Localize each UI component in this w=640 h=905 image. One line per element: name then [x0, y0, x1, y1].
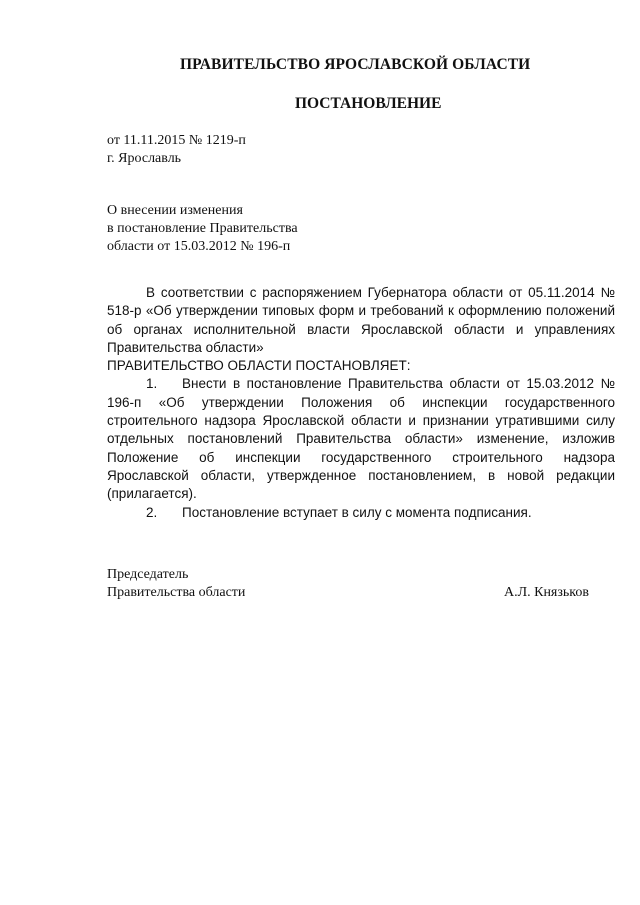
resolution-heading: ПРАВИТЕЛЬСТВО ОБЛАСТИ ПОСТАНОВЛЯЕТ: — [107, 358, 411, 374]
signatory-position: Правительства области — [107, 585, 246, 600]
resolution-item — [107, 504, 615, 522]
signature-block — [107, 566, 589, 602]
subject-line: в постановление Правительства — [107, 221, 298, 236]
item-text: Постановление вступает в силу с момента подписания. — [182, 504, 532, 520]
signatory-name: А.Л. Князьков — [504, 585, 589, 600]
item-number: 2. — [146, 504, 158, 520]
subject-line: О внесении изменения — [107, 203, 243, 218]
document-meta — [107, 132, 246, 168]
document-subject — [107, 202, 298, 256]
resolution-item — [107, 375, 615, 503]
date-number: от 11.11.2015 № 1219-п — [107, 133, 246, 148]
item-number: 1. — [146, 376, 158, 392]
document-type: ПОСТАНОВЛЕНИЕ — [295, 95, 442, 112]
preamble: В соответствии с распоряжением Губернатора области от 05.11.2014 № 518-р «Об утверждении типовых форм и требований к оформлению положений об органах исполнительной власти Ярославской области и управлениях Правительства области» — [107, 285, 615, 355]
government-title: ПРАВИТЕЛЬСТВО ЯРОСЛАВСКОЙ ОБЛАСТИ — [180, 56, 531, 73]
signatory-position: Председатель — [107, 567, 189, 582]
subject-line: области от 15.03.2012 № 196-п — [107, 239, 291, 254]
city: г. Ярославль — [107, 151, 182, 166]
document-body — [107, 284, 615, 522]
item-text: Внести в постановление Правительства области от 15.03.2012 № 196-п «Об утверждении Положения об инспекции государственного строительного надзора Ярославской области и признании утратившими силу отдельных постановлений Правительства области» изменение, изложив Положение об инспекции государственного строительного надзора Ярославской области, утвержденное постановлением, в новой редакции (прилагается). — [107, 376, 615, 502]
